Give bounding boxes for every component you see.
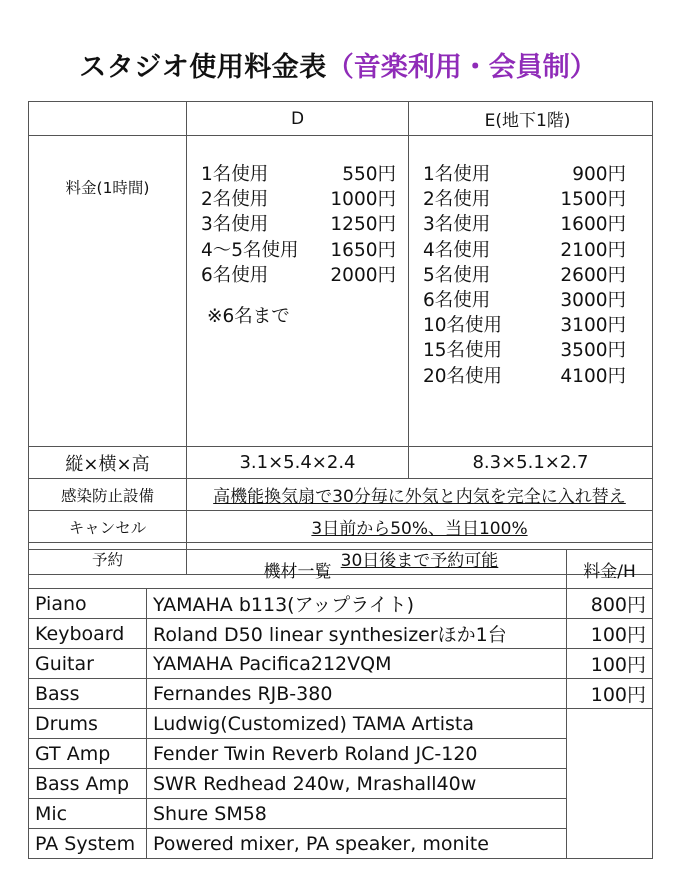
e-price-item	[423, 162, 626, 187]
d-price-item	[201, 187, 396, 212]
rates-table	[28, 101, 653, 575]
equipment-model: SWR Redhead 240w, Mrashall40w	[147, 769, 567, 799]
cancel-row	[29, 511, 653, 543]
occupancy-label: 1名使用	[423, 164, 491, 185]
equipment-price-empty	[567, 709, 653, 859]
equipment-row	[29, 739, 653, 769]
price-value: 2100円	[560, 239, 626, 261]
equipment-row	[29, 829, 653, 859]
equipment-row	[29, 619, 653, 649]
price-value: 1500円	[560, 189, 626, 211]
studio-d-note: ※6名まで	[207, 306, 290, 328]
equipment-header-row	[29, 550, 653, 589]
studio-d-header: D	[187, 102, 409, 136]
occupancy-label: 4～5名使用	[201, 239, 299, 261]
equipment-category: Bass	[29, 679, 147, 709]
price-value: 3500円	[560, 340, 626, 362]
equipment-category: Mic	[29, 799, 147, 829]
price-value: 900円	[572, 164, 626, 185]
occupancy-label: 4名使用	[423, 239, 491, 261]
price-value: 1600円	[560, 214, 626, 236]
equipment-row	[29, 679, 653, 709]
equipment-row	[29, 769, 653, 799]
page-title	[0, 44, 676, 84]
equipment-model: Fernandes RJB-380	[147, 679, 567, 709]
occupancy-label: 6名使用	[423, 290, 491, 312]
studio-d-price-list	[201, 162, 396, 288]
e-price-item	[423, 364, 626, 389]
equipment-row	[29, 799, 653, 829]
price-value: 3100円	[560, 315, 626, 337]
cancel-value: 3日前から50%、当日100%	[311, 519, 528, 539]
e-price-item	[423, 212, 626, 237]
price-value: 2000円	[330, 264, 396, 286]
dimensions-label: 縦×横×高	[29, 447, 187, 479]
equipment-price: 100円	[567, 619, 653, 649]
price-value: 1650円	[330, 239, 396, 261]
e-price-item	[423, 187, 626, 212]
equipment-row	[29, 709, 653, 739]
equipment-model: YAMAHA b113(アップライト)	[147, 589, 567, 619]
equipment-category: Keyboard	[29, 619, 147, 649]
occupancy-label: 2名使用	[201, 189, 269, 211]
cancel-label: キャンセル	[29, 511, 187, 543]
studio-d-fees	[187, 136, 409, 447]
equipment-category: Guitar	[29, 649, 147, 679]
studio-e-fees	[409, 136, 653, 447]
equipment-model: Powered mixer, PA speaker, monite	[147, 829, 567, 859]
price-value: 4100円	[560, 365, 626, 387]
equipment-price-header: 料金/H	[567, 550, 653, 589]
occupancy-label: 1名使用	[201, 164, 269, 185]
occupancy-label: 2名使用	[423, 189, 491, 211]
studio-e-header: E(地下1階)	[409, 102, 653, 136]
cancel-cell	[187, 511, 653, 543]
equipment-model: Roland D50 linear synthesizerほか1台	[147, 619, 567, 649]
occupancy-label: 15名使用	[423, 340, 503, 362]
dimensions-e: 8.3×5.1×2.7	[409, 447, 653, 479]
equipment-row	[29, 649, 653, 679]
occupancy-label: 20名使用	[423, 365, 503, 387]
infection-row	[29, 479, 653, 511]
dimensions-d: 3.1×5.4×2.4	[187, 447, 409, 479]
title-main: スタジオ使用料金表	[79, 51, 327, 83]
price-value: 1000円	[330, 189, 396, 211]
equipment-model: Fender Twin Reverb Roland JC-120	[147, 739, 567, 769]
fee-label: 料金(1時間)	[29, 136, 187, 447]
equipment-model: Shure SM58	[147, 799, 567, 829]
reserve-value: 30日後まで予約可能	[340, 551, 499, 571]
equipment-model: Ludwig(Customized) TAMA Artista	[147, 709, 567, 739]
e-price-item	[423, 263, 626, 288]
occupancy-label: 3名使用	[423, 214, 491, 236]
dimensions-row	[29, 447, 653, 479]
e-price-item	[423, 338, 626, 363]
rates-header-empty	[29, 102, 187, 136]
equipment-price: 100円	[567, 649, 653, 679]
infection-cell	[187, 479, 653, 511]
equipment-category: Bass Amp	[29, 769, 147, 799]
occupancy-label: 6名使用	[201, 264, 269, 286]
equipment-price: 100円	[567, 679, 653, 709]
fee-row	[29, 136, 653, 447]
equipment-category: Piano	[29, 589, 147, 619]
e-price-item	[423, 313, 626, 338]
d-price-item	[201, 212, 396, 237]
d-price-item	[201, 238, 396, 263]
e-price-item	[423, 288, 626, 313]
reserve-label: 予約	[29, 543, 187, 575]
price-value: 2600円	[560, 264, 626, 286]
d-price-item	[201, 263, 396, 288]
equipment-row	[29, 589, 653, 619]
equipment-category: Drums	[29, 709, 147, 739]
equipment-category: PA System	[29, 829, 147, 859]
equipment-category: GT Amp	[29, 739, 147, 769]
equipment-model: YAMAHA Pacifica212VQM	[147, 649, 567, 679]
equipment-header: 機材一覧	[29, 550, 567, 589]
infection-value: 高機能換気扇で30分毎に外気と内気を完全に入れ替え	[213, 487, 626, 507]
d-price-item	[201, 162, 396, 187]
occupancy-label: 5名使用	[423, 264, 491, 286]
occupancy-label: 3名使用	[201, 214, 269, 236]
infection-label: 感染防止設備	[29, 479, 187, 511]
occupancy-label: 10名使用	[423, 315, 503, 337]
price-value: 550円	[342, 164, 396, 185]
equipment-price: 800円	[567, 589, 653, 619]
rates-header-row	[29, 102, 653, 136]
price-value: 1250円	[330, 214, 396, 236]
title-sub: （音楽利用・会員制）	[326, 51, 597, 83]
equipment-table	[28, 549, 653, 859]
e-price-item	[423, 238, 626, 263]
studio-e-price-list	[423, 162, 626, 389]
price-value: 3000円	[560, 290, 626, 312]
